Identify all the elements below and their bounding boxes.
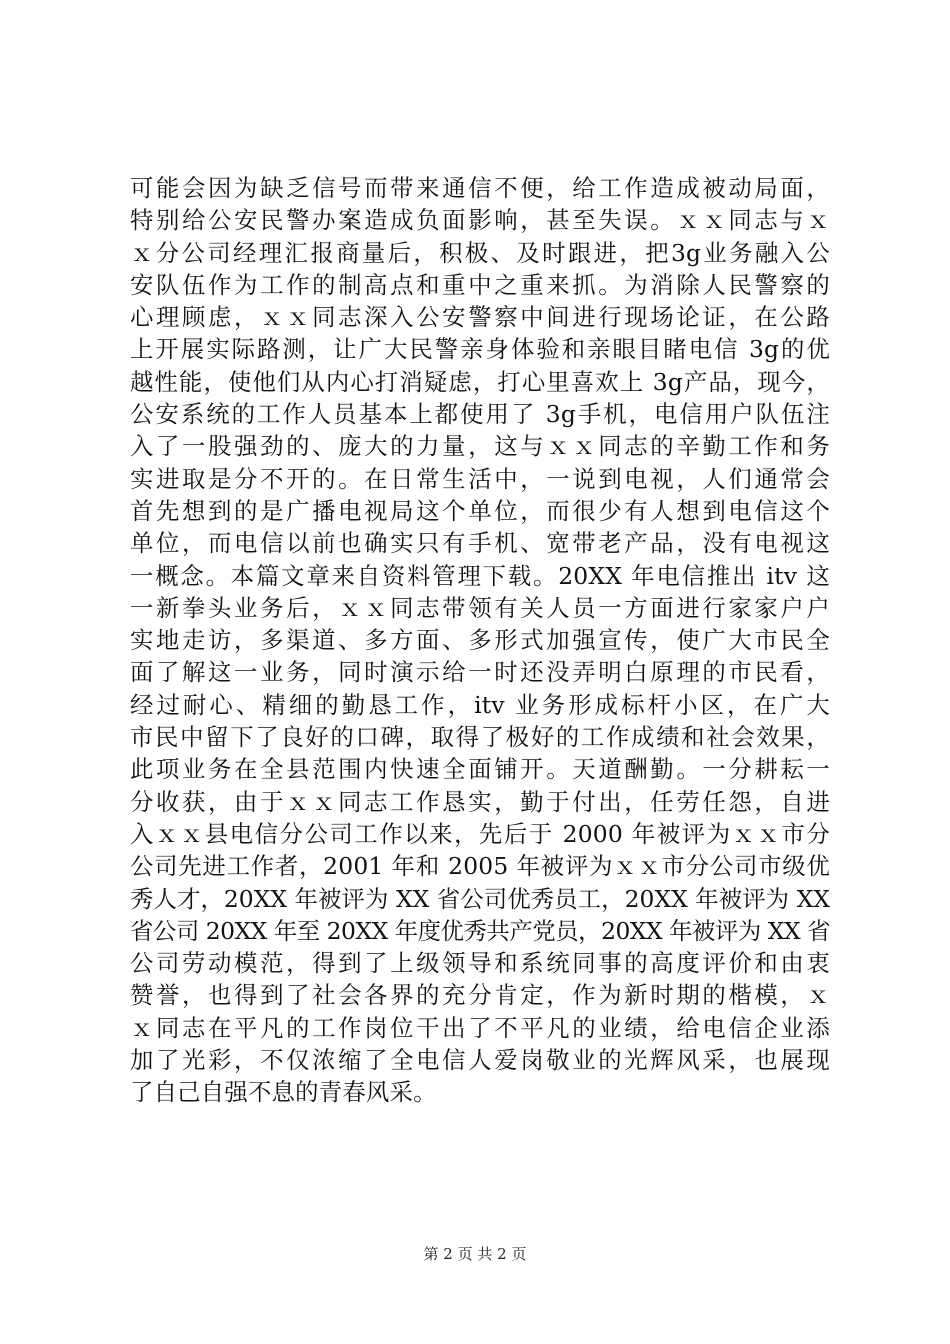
text-line: 市民中留下了良好的口碑，取得了极好的工作成绩和社会效果， <box>130 723 830 752</box>
text-line: 面了解这一业务，同时演示给一时还没弄明白原理的市民看， <box>130 658 830 687</box>
text-line: 加了光彩，不仅浓缩了全电信人爱岗敬业的光辉风采，也展现 <box>130 1046 830 1075</box>
text-line: 实地走访，多渠道、多方面、多形式加强宣传，使广大市民全 <box>130 626 830 655</box>
text-line: 上开展实际路测，让广大民警亲身体验和亲眼目睹电信 3g的优 <box>130 335 830 364</box>
text-line: 首先想到的是广播电视局这个单位，而很少有人想到电信这个 <box>130 496 830 525</box>
text-line: 了自己自强不息的青春风采。 <box>130 1078 437 1107</box>
page-number-footer: 第 2 页 共 2 页 <box>423 1245 527 1263</box>
text-line: 单位，而电信以前也确实只有手机、宽带老产品，没有电视这 <box>130 529 830 558</box>
text-line: 秀人才，20XX 年被评为 XX 省公司优秀员工，20XX 年被评为 XX <box>130 884 830 913</box>
text-line: 安队伍作为工作的制高点和重中之重来抓。为消除人民警察的 <box>130 270 830 299</box>
text-line: 入ｘｘ县电信分公司工作以来，先后于 2000 年被评为ｘｘ市分 <box>130 819 830 848</box>
text-line: 公安系统的工作人员基本上都使用了 3g手机，电信用户队伍注 <box>130 400 830 429</box>
text-line: 此项业务在全县范围内快速全面铺开。天道酬勤。一分耕耘一 <box>130 755 830 784</box>
text-line: 实进取是分不开的。在日常生活中，一说到电视，人们通常会 <box>130 464 830 493</box>
text-line: 经过耐心、精细的勤恳工作，itv 业务形成标杆小区，在广大 <box>130 690 830 719</box>
text-line: 赞誉，也得到了社会各界的充分肯定，作为新时期的楷模，ｘ <box>130 981 830 1010</box>
text-line: 分收获，由于ｘｘ同志工作恳实，勤于付出，任劳任怨，自进 <box>130 787 830 816</box>
text-line: 越性能，使他们从内心打消疑虑，打心里喜欢上 3g产品，现今， <box>130 367 830 396</box>
text-line: ｘ同志在平凡的工作岗位干出了不平凡的业绩，给电信企业添 <box>130 1013 830 1042</box>
body-paragraph <box>130 172 830 1109</box>
text-line: 特别给公安民警办案造成负面影响，甚至失误。ｘｘ同志与ｘ <box>130 206 830 235</box>
text-line: 一新拳头业务后，ｘｘ同志带领有关人员一方面进行家家户户 <box>130 593 830 622</box>
text-line: 一概念。本篇文章来自资料管理下载。20XX 年电信推出 itv 这 <box>130 561 830 590</box>
text-line: 公司先进工作者，2001 年和 2005 年被评为ｘｘ市分公司市级优 <box>130 852 830 881</box>
text-line: ｘ分公司经理汇报商量后，积极、及时跟进，把3g业务融入公 <box>130 238 830 267</box>
text-line: 公司劳动模范，得到了上级领导和系统同事的高度评价和由衷 <box>130 949 830 978</box>
text-line: 入了一股强劲的、庞大的力量，这与ｘｘ同志的辛勤工作和务 <box>130 432 830 461</box>
text-line: 省公司 20XX 年至 20XX 年度优秀共产党员，20XX 年被评为 XX 省 <box>130 916 830 945</box>
text-line: 心理顾虑，ｘｘ同志深入公安警察中间进行现场论证，在公路 <box>130 303 830 332</box>
text-line: 可能会因为缺乏信号而带来通信不便，给工作造成被动局面， <box>130 174 830 202</box>
